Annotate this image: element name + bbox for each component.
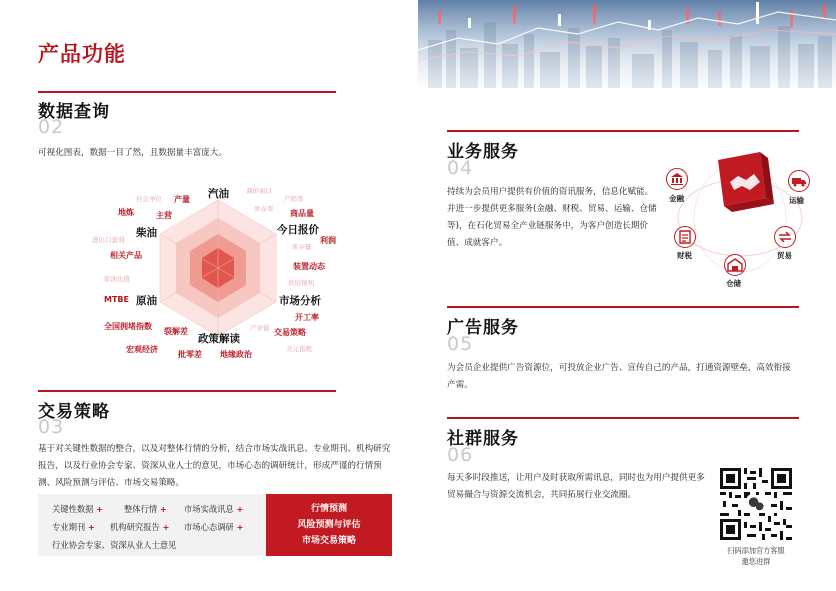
ad-service-title: 广告服务: [447, 318, 519, 338]
radar-label-market-analysis: 市场分析: [279, 295, 321, 307]
warehouse-icon: [724, 254, 746, 276]
radar-label-local-refinery: 地炼: [118, 208, 134, 217]
radar-label-faint: 库存率: [254, 205, 274, 213]
radar-label-congestion: 全国拥堵指数: [104, 322, 152, 331]
service-label: 运输: [789, 196, 804, 205]
radar-label-diesel: 柴油: [136, 227, 157, 239]
service-label: 财税: [677, 251, 692, 260]
trade-icon: [774, 226, 796, 248]
radar-label-faint: 产销率: [284, 195, 304, 203]
section-rule: [447, 306, 799, 308]
community-service-number: 06: [447, 444, 474, 466]
services-illustration: [660, 146, 820, 288]
radar-label-macro: 宏观经济: [126, 345, 158, 354]
radar-label-trade-strategy: 交易策略: [274, 328, 306, 337]
strategy-input: 整体行情 +: [124, 504, 167, 514]
strategy-input: 市场心态调研 +: [184, 522, 244, 532]
hero-skyline-chart: [418, 0, 836, 88]
business-service-title: 业务服务: [447, 142, 519, 162]
data-query-description: 可视化图表，数据一目了然，且数据量丰富庞大。: [38, 148, 228, 158]
business-service-description: 持续为会员用户提供有价值的资讯服务，信息化赋能。并进一步提供更多服务(金融、财税、贸易、运输、仓储等)，在石化贸易全产业链服务中，为客户创造长期价值、成就客户。: [447, 187, 657, 248]
radar-label-output: 产量: [174, 195, 190, 204]
strategy-inputs-box: [38, 494, 266, 556]
service-label: 仓储: [726, 279, 741, 288]
strategy-outputs-box: [266, 494, 392, 556]
trade-strategy-title: 交易策略: [38, 402, 110, 422]
community-service-title: 社群服务: [447, 429, 519, 449]
ad-service-description: 为会员企业提供广告资源位，可投放企业广告、宣传自己的产品，打通资源壁垒，高效衔接产需。: [447, 363, 791, 390]
radar-label-unit-status: 装置动态: [293, 262, 325, 271]
radar-label-crude: 原油: [136, 295, 157, 307]
radar-label-policy: 政策解读: [198, 333, 240, 345]
radar-chart: [90, 178, 340, 364]
section-rule: [38, 91, 336, 93]
radar-label-profit: 利润: [320, 236, 336, 245]
radar-label-faint: 产业链: [250, 324, 270, 332]
qr-caption: 扫码添加官方客服 邀您进群: [727, 546, 785, 566]
radar-label-faint: 美元指数: [286, 345, 312, 353]
radar-label-wholesale-spread: 批零差: [178, 350, 202, 359]
strategy-input: 专业期刊 +: [52, 522, 95, 532]
trade-strategy-number: 03: [38, 416, 65, 438]
service-label: 金融: [669, 194, 684, 203]
business-service-number: 04: [447, 157, 474, 179]
tax-icon: [674, 226, 696, 248]
qr-code-pattern: [720, 468, 792, 540]
ad-service-number: 05: [447, 333, 474, 355]
strategy-input: 行业协会专家、资深从业人士意见: [52, 540, 177, 550]
section-rule: [38, 390, 336, 392]
radar-label-faint: 供给预判: [288, 279, 314, 287]
radar-label-faint: 原油比值: [104, 275, 130, 283]
strategy-output: 市场交易策略: [301, 536, 356, 546]
radar-label-geopolitics: 地缘政治: [220, 350, 252, 359]
trade-strategy-description: 基于对关键性数据的整合，以及对整体行情的分析，结合市场实战讯息、专业期刊、机构研究报告，以及行业协会专家、资深从业人士的意见，市场心态的调研统计，形成严谨的行情预测、风险预测与评估、市场交易策略。: [38, 444, 391, 488]
strategy-output: 风险预测与评估: [297, 520, 361, 530]
radar-label-faint: 进出口套利: [92, 236, 125, 244]
radar-label-faint: 调价窗口: [246, 187, 272, 195]
strategy-input: 机构研究报告 +: [110, 522, 170, 532]
radar-label-related-products: 相关产品: [110, 251, 142, 260]
qr-code[interactable]: [720, 468, 792, 540]
strategy-input: 关键性数据 +: [52, 504, 104, 514]
section-rule: [447, 417, 799, 419]
radar-label-major: 主营: [156, 211, 172, 220]
radar-label-todays-quote: 今日报价: [277, 224, 319, 236]
radar-label-utilization: 开工率: [295, 313, 319, 322]
radar-label-gasoline: 汽油: [208, 188, 229, 200]
data-query-title: 数据查询: [38, 102, 110, 122]
radar-label-faint: 社会单位: [136, 195, 162, 203]
section-rule: [447, 130, 799, 132]
strategy-input: 市场实战讯息 +: [184, 504, 244, 514]
page-title: 产品功能: [38, 42, 126, 66]
radar-label-faint: 库存量: [292, 243, 312, 251]
radar-label-crack-spread: 裂解差: [164, 327, 188, 336]
radar-label-mtbe: MTBE: [104, 295, 129, 304]
data-query-number: 02: [38, 116, 65, 138]
radar-label-commodity-volume: 商品量: [290, 209, 314, 218]
community-service-description: 每天多时段推送，让用户及时获取所需讯息，同时也为用户提供更多贸易撮合与资源交流机会，共同拓展行业交流圈。: [447, 473, 705, 500]
hero-image: [418, 0, 836, 88]
radar-hexagon: [158, 198, 278, 338]
strategy-output: 行情预测: [310, 504, 347, 514]
service-label: 贸易: [777, 251, 792, 260]
bank-icon: [666, 168, 688, 190]
truck-icon: [788, 170, 810, 192]
